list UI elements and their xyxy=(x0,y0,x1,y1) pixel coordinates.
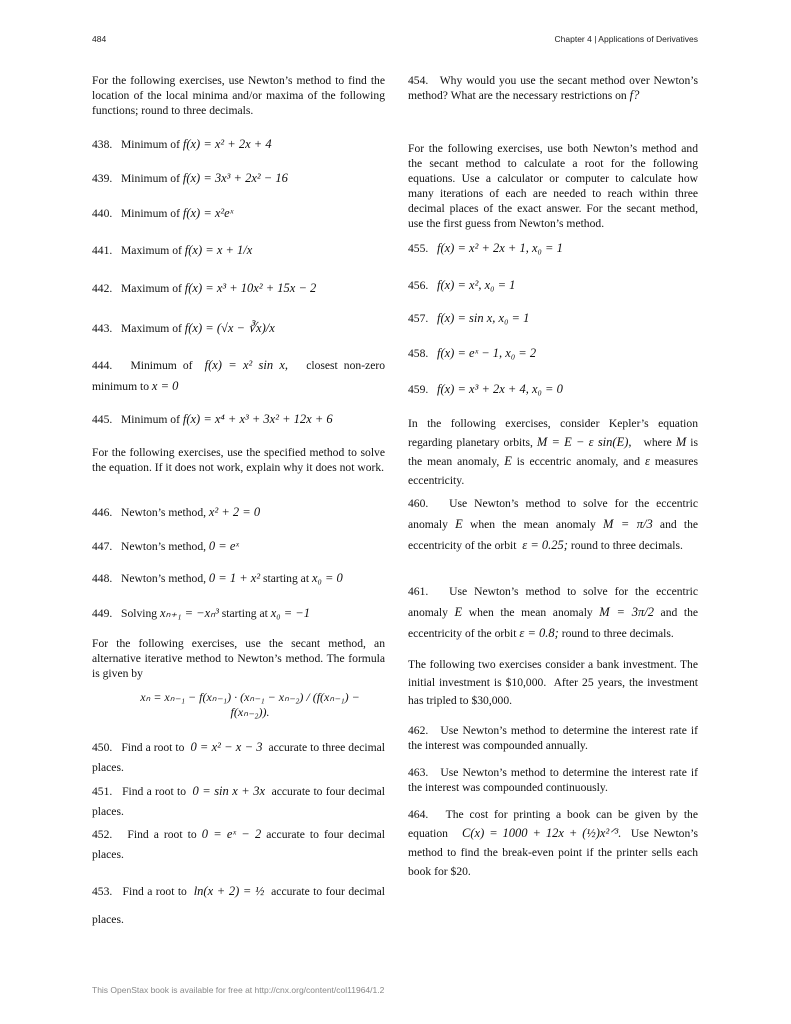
kepler-intro xyxy=(408,414,698,490)
exercise-number: 454. xyxy=(408,74,429,87)
intro-local-extrema: For the following exercises, use Newton’s method to find the location of the local minima and/or maxima of the following functions; round to three decimals. xyxy=(92,74,385,117)
text: round to three decimals. xyxy=(570,539,683,552)
exercise-number: 438. xyxy=(92,138,113,151)
exercise-460 xyxy=(408,493,698,556)
exercise-text: starting at xyxy=(263,572,310,585)
exercise-453 xyxy=(92,877,385,934)
exercise-number: 464. xyxy=(408,808,429,821)
math: ε xyxy=(644,454,650,468)
exercise-461 xyxy=(408,581,698,644)
text: measures eccentricity. xyxy=(408,455,698,487)
exercise-number: 449. xyxy=(92,607,113,620)
secant-formula: xₙ = xₙ₋₁ − f(xₙ₋₁) · (xₙ₋₁ − xₙ₋₂) / (f(xₙ₋₁) − f(xₙ₋₂)). xyxy=(140,690,360,719)
page-number: 484 xyxy=(92,34,107,44)
exercise-text: Find a root to xyxy=(122,785,186,798)
exercise-439 xyxy=(92,171,385,186)
value: $10,000. xyxy=(505,676,547,689)
text: Use Newton’s method to determine the interest rate if the interest was compounded annually. xyxy=(408,724,698,752)
exercise-number: 461. xyxy=(408,585,429,598)
exercise-text: Newton’s method, xyxy=(121,506,207,519)
math: f(x) = x² sin x, xyxy=(204,358,289,372)
exercise-446 xyxy=(92,505,385,520)
math: 0 = 1 + x² xyxy=(208,571,261,585)
math: f(x) = x², x₀ = 1 xyxy=(437,278,516,292)
exercise-458 xyxy=(408,346,698,361)
exercise-number: 459. xyxy=(408,383,429,396)
exercise-number: 442. xyxy=(92,282,113,295)
exercise-text: accurate to three decimal places. xyxy=(92,741,386,774)
exercise-text: accurate to four decimal places. xyxy=(92,828,385,861)
exercise-number: 453. xyxy=(92,885,113,898)
exercise-452 xyxy=(92,824,385,865)
exercise-number: 456. xyxy=(408,279,429,292)
exercise-number: 450. xyxy=(92,741,113,754)
math: ln(x + 2) = ½ xyxy=(193,884,265,898)
text: Use Newton’s method to solve for the eccentric anomaly xyxy=(408,585,698,619)
exercise-text: Maximum of xyxy=(121,244,182,257)
exercise-number: 463. xyxy=(408,766,429,779)
text: is the mean anomaly, xyxy=(408,436,698,468)
math: M xyxy=(675,435,687,449)
exercise-text: Maximum of xyxy=(121,282,182,295)
exercise-text: Why would you use the secant method over Newton’s method? What are the necessary restrictions on xyxy=(408,74,698,102)
value: 25 xyxy=(582,676,594,689)
math: f(x) = x⁴ + x³ + 3x² + 12x + 6 xyxy=(182,412,333,426)
exercise-462 xyxy=(408,723,698,753)
exercise-text: closest non-zero minimum to xyxy=(92,359,386,393)
exercise-text: Newton’s method, xyxy=(121,540,207,553)
exercise-464 xyxy=(408,805,698,881)
exercise-number: 457. xyxy=(408,312,429,325)
text: After xyxy=(553,676,579,689)
text: when the mean anomaly xyxy=(468,606,593,619)
text: years, the investment has tripled to xyxy=(408,676,698,707)
math: M = 3π/2 xyxy=(599,605,654,619)
exercise-number: 444. xyxy=(92,359,113,372)
exercise-text: accurate to four decimal places. xyxy=(92,885,386,926)
text: is eccentric anomaly, and xyxy=(516,455,640,468)
exercise-447 xyxy=(92,539,385,554)
exercise-438 xyxy=(92,137,385,152)
exercise-number: 445. xyxy=(92,413,113,426)
exercise-text: Newton’s method, xyxy=(121,572,207,585)
math: f(x) = 3x³ + 2x² − 16 xyxy=(182,171,288,185)
exercise-number: 458. xyxy=(408,347,429,360)
value: $30,000. xyxy=(471,694,513,707)
math: f(x) = x² + 2x + 4 xyxy=(182,137,272,151)
exercise-463 xyxy=(408,765,698,795)
intro-specified-method: For the following exercises, use the specified method to solve the equation. If it does not work, explain why it does not work. xyxy=(92,446,385,474)
exercise-455 xyxy=(408,241,698,256)
math: f(x) = x + 1/x xyxy=(184,243,253,257)
exercise-457 xyxy=(408,311,698,326)
exercise-451 xyxy=(92,781,385,822)
math: x = 0 xyxy=(151,379,179,393)
text: when the mean anomaly xyxy=(469,518,596,531)
math: E xyxy=(504,454,512,468)
exercise-number: 451. xyxy=(92,785,113,798)
math: f(x) = (√x − ∛x)/x xyxy=(184,321,275,335)
exercise-number: 462. xyxy=(408,724,429,737)
text: round to three decimals. xyxy=(561,627,674,640)
exercise-text: Minimum of xyxy=(121,172,180,185)
math: ε = 0.8; xyxy=(519,626,559,640)
chapter-header: Chapter 4 | Applications of Derivatives xyxy=(554,34,698,44)
exercise-441 xyxy=(92,243,385,258)
exercise-450 xyxy=(92,737,385,778)
exercise-456 xyxy=(408,278,698,293)
exercise-number: 448. xyxy=(92,572,113,585)
exercise-text: Find a root to xyxy=(122,885,187,898)
exercise-number: 446. xyxy=(92,506,113,519)
bank-intro xyxy=(408,656,698,710)
math: 0 = eˣ − 2 xyxy=(201,827,262,841)
exercise-440 xyxy=(92,206,385,221)
math: 0 = sin x + 3x xyxy=(192,784,266,798)
exercise-number: 447. xyxy=(92,540,113,553)
exercise-445 xyxy=(92,412,385,427)
exercise-448 xyxy=(92,571,385,586)
exercise-number: 441. xyxy=(92,244,113,257)
exercise-text: Solving xyxy=(121,607,158,620)
math: x₀ = 0 xyxy=(311,571,343,585)
exercise-442 xyxy=(92,281,385,296)
exercise-text: starting at xyxy=(221,607,268,620)
exercise-number: 455. xyxy=(408,242,429,255)
math: M = E − ε sin(E), xyxy=(536,435,632,449)
math: f(x) = x² + 2x + 1, x₀ = 1 xyxy=(437,241,563,255)
text: Use Newton’s method to solve for the eccentric anomaly xyxy=(408,497,698,531)
intro-newton-secant: For the following exercises, use both Newton’s method and the secant method to calculate a root for the following equations. Use a calculator or computer to calculate how many iterations of each are needed to reach within three decimal places of the exact answer. For the secant method, use the first guess from Newton’s method. xyxy=(408,142,698,230)
intro-secant-method: For the following exercises, use the secant method, an alternative iterative method to Newton’s method. The formula is given by xyxy=(92,637,385,680)
math: f? xyxy=(629,88,640,102)
text: Use Newton’s method to find the break-even point if the printer sells each book for xyxy=(408,827,698,878)
math: xₙ₊₁ = −xₙ³ xyxy=(159,606,219,620)
exercise-text: Minimum of xyxy=(121,413,180,426)
math: E xyxy=(454,605,463,619)
math: M = π/3 xyxy=(603,517,653,531)
math: x₀ = −1 xyxy=(270,606,310,620)
text: In the following exercises, consider Kepler’s equation regarding planetary orbits, xyxy=(408,417,698,449)
exercise-number: 440. xyxy=(92,207,113,220)
exercise-text: Minimum of xyxy=(121,138,180,151)
text: Use Newton’s method to determine the interest rate if the interest was compounded continuously. xyxy=(408,766,698,794)
exercise-454 xyxy=(408,73,698,103)
text: and the eccentricity of the orbit xyxy=(408,518,699,552)
value: $20. xyxy=(450,865,471,878)
math: f(x) = x²eˣ xyxy=(182,206,234,220)
text: and the eccentricity of the orbit xyxy=(408,606,699,640)
math: f(x) = x³ + 2x + 4, x₀ = 0 xyxy=(437,382,563,396)
exercise-text: Minimum of xyxy=(130,359,193,372)
exercise-text: Maximum of xyxy=(121,322,182,335)
math: f(x) = eˣ − 1, x₀ = 2 xyxy=(437,346,537,360)
exercise-449 xyxy=(92,606,385,621)
text: The following two exercises consider a bank investment. The initial investment is xyxy=(408,658,698,689)
exercise-text: Find a root to xyxy=(121,741,185,754)
footer-note: This OpenStax book is available for free at http://cnx.org/content/col11964/1.2 xyxy=(92,985,385,995)
math: 0 = eˣ xyxy=(208,539,239,553)
exercise-459 xyxy=(408,382,698,397)
exercise-number: 443. xyxy=(92,322,113,335)
exercise-443 xyxy=(92,321,385,336)
exercise-text: Minimum of xyxy=(121,207,180,220)
math: ε = 0.25; xyxy=(522,538,568,552)
math: C(x) = 1000 + 12x + (½)x²ᐟ³. xyxy=(462,826,622,840)
text: where xyxy=(643,436,672,449)
exercise-number: 460. xyxy=(408,497,429,510)
exercise-number: 439. xyxy=(92,172,113,185)
math: f(x) = sin x, x₀ = 1 xyxy=(437,311,530,325)
text: The cost for printing a book can be given by the equation xyxy=(408,808,698,840)
exercise-number: 452. xyxy=(92,828,113,841)
exercise-text: Find a root to xyxy=(127,828,197,841)
math: x² + 2 = 0 xyxy=(208,505,261,519)
exercise-444 xyxy=(92,355,385,397)
math: f(x) = x³ + 10x² + 15x − 2 xyxy=(184,281,317,295)
exercise-text: accurate to four decimal places. xyxy=(92,785,386,818)
math: 0 = x² − x − 3 xyxy=(190,740,263,754)
math: E xyxy=(455,517,463,531)
